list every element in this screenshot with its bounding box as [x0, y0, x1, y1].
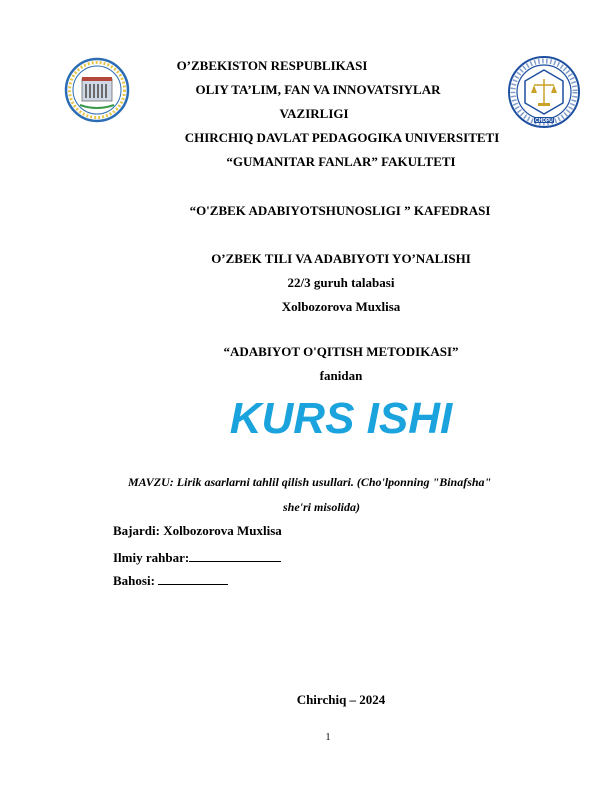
department-name: “O'ZBEK ADABIYOTSHUNOSLIGI ” KAFEDRASI [189, 203, 491, 218]
grade-label: Bahosi: [113, 573, 159, 588]
supervisor-label: Ilmiy rahbar: [113, 550, 190, 565]
grade-field [113, 571, 228, 589]
topic-line1: MAVZU: Lirik asarlarni tahlil qilish usullari. (Cho'lponning "Binafsha" [128, 475, 492, 489]
student-name: Xolbozorova Muxlisa [281, 299, 401, 314]
place-and-year: Chirchiq – 2024 [296, 692, 386, 707]
subject-name: “ADABIYOT O'QITISH METODIKASI” [223, 344, 459, 359]
header-faculty: “GUMANITAR FANLAR” FAKULTETI [226, 154, 456, 169]
emblem-bottom-text: CHDPU [535, 118, 553, 124]
header-university: CHIRCHIQ DAVLAT PEDAGOGIKA UNIVERSITETI [184, 130, 500, 145]
performed-by: Bajardi: Xolbozorova Muxlisa [113, 523, 282, 538]
supervisor-blank-line [189, 548, 281, 562]
specialty-name: O’ZBEK TILI VA ADABIYOTI YO’NALISHI [211, 251, 471, 266]
grade-blank-line [158, 571, 228, 585]
subject-suffix: fanidan [319, 368, 363, 383]
student-group: 22/3 guruh talabasi [287, 275, 395, 290]
document-title: KURS ISHI [229, 394, 453, 443]
topic-line2: she'ri misolida) [283, 500, 361, 514]
supervisor-field [113, 548, 281, 566]
page-number: 1 [325, 732, 331, 743]
header-country: O’ZBEKISTON RESPUBLIKASI [176, 58, 368, 73]
header-ministry-line2: VAZIRLIGI [279, 106, 349, 121]
header-ministry-line1: OLIY TA’LIM, FAN VA INNOVATSIYLAR [195, 82, 441, 97]
